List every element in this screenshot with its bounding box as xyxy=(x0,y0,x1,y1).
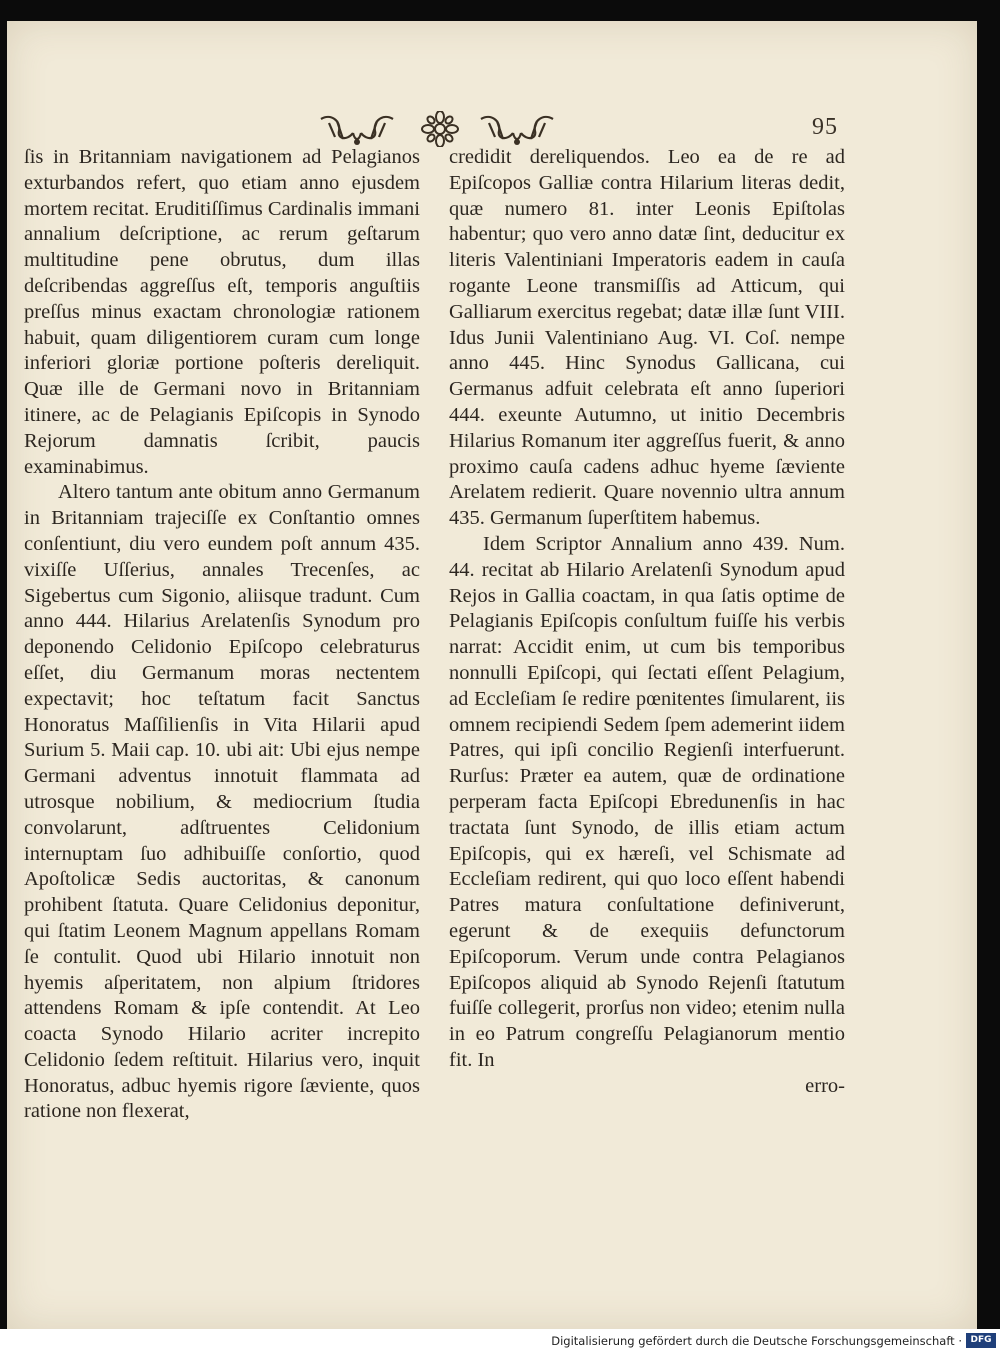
paragraph: ſis in Britanniam navigationem ad Pelagianos exturbandos refert, quo etiam anno ejusdem mortem recitat. Eruditiſſimus Cardinalis immani annalium deſcriptione, ac rerum geſtarum multitudine pene obrutus, dum illas deſcribendas aggreſſus eſt, temporis anguſtiis preſſus minus exactam chronologiæ rationem habuit, quam diligentiorem curam cum longe inferiori gloriæ portione poſteris dereliquit. Quæ ille de Germani novo in Britanniam itinere, ac de Pelagianis Epiſcopis in Synodo Rejorum damnatis ſcribit, paucis examinabimus. xyxy=(24,146,420,478)
digitization-footer xyxy=(0,1329,1000,1352)
catchword: erro- xyxy=(805,1074,845,1097)
paragraph: Idem Scriptor Annalium anno 439. Num. 44. recitat ab Hilario Arelatenſi Synodum apud Rejos in Gallia coactam, in qua ſatis optime de Pelagianis Epiſcopis conſultum fuiſſe his verbis narrat: Accidit enim, ut cum bis temporibus nonnulli Epiſcopi, qui ſectati eſſent Pelagium, ad Eccleſiam ſe redire pœnitentes ſimularent, iis omnem recipiendi Sedem ſpem ademerint iidem Patres, qui ipſi concilio Regienſi interfuerunt. Rurſus: Præter ea autem, quæ de ordinatione perperam facta Epiſcopi Ebredunenſis in hac tractata ſunt Synodo, de illis etiam actum Epiſcopis, qui ex hæreſi, vel Schismate ad Eccleſiam redirent, qui quo loco eſſent habendi Patres matura conſultatione definiverunt, egerunt & de exequiis defunctorum Epiſcoporum. Verum unde contra Pelagianos Epiſcopos aliquid ab Synodo Rejenſi ſtatutum fuiſſe collegerit, prorſus non video; etenim nulla in eo Patrum congreſſu Pelagianorum mentio fit. In xyxy=(449,532,845,1071)
right-column xyxy=(449,145,845,1099)
paragraph: Altero tantum ante obitum anno Germanum in Britanniam trajeciſſe ex Conſtantio omnes conſentiunt, diu vero eundem poſt annum 435. vixiſſe Uſſerius, annales Trecenſes, ac Sigebertus cum Sigonio, aliisque tradunt. Cum anno 444. Hilarius Arelatenſis Synodum pro deponendo Celidonio Epiſcopo celebraturus eſſet, diu Germanum moras nectentem expectavit; hoc teſtatum facit Sanctus Honoratus Maſſilienſis in Vita Hilarii apud Surium 5. Maii cap. 10. ubi ait: Ubi ejus nempe Germani adventus innotuit flammata ad utrosque nobilium, & mediocrium ſtudia convolarunt, adſtruentes Celidonium internuptam ſuo adhibuiſſe conſortio, quod Apoſtolicæ Sedis auctoritas, & canonum prohibent ſtatuta. Quare Celidonius deponitur, qui ſtatim Leonem Magnum appellans Romam ſe contulit. Quod ubi Hilario innotuit non hyemis aſperitatem, non alpium ſtridores attendens Romam & ipſe contendit. At Leo coacta Synodo Hilario acriter increpito Celidonio ſedem reſtituit. Hilarius vero, inquit Honoratus, adbuc hyemis rigore ſæviente, quos ratione non flexerat, xyxy=(24,481,420,1123)
book-page xyxy=(7,21,977,1329)
paragraph: credidit dereliquendos. Leo ea de re ad Epiſcopos Galliæ contra Hilarium literas dedit, quæ numero 81. inter Leonis Epiſtolas habentur; quo vero anno datæ ſint, deducitur ex literis Valentiniani Imperatoris eadem in cauſa rogante Leone transmiſſis ad Atticum, qui Galliarum exercitus regebat; datæ illæ ſunt VIII. Idus Junii Valentiniano Aug. VI. Coſ. nempe anno 445. Hinc Synodus Gallicana, cui Germanus adfuit celebrata eſt anno ſuperiori 444. exeunte Autumno, ut initio Decembris Hilarius Romanum iter aggreſſus fuerit, & anno proximo cauſa cadens adhuc hyeme ſæviente Arelatem redierit. Quare novennio ultra annum 435. Germanum ſuperſtitem habemus. xyxy=(449,146,845,530)
left-column xyxy=(24,145,420,1125)
headpiece-ornament-icon xyxy=(477,111,557,147)
rosette-ornament-icon xyxy=(420,111,460,147)
dfg-logo-icon: DFG xyxy=(966,1333,996,1348)
footer-credit-text: Digitalisierung gefördert durch die Deutsche Forschungsgemeinschaft · xyxy=(551,1334,962,1348)
headpiece-ornament-icon xyxy=(317,111,397,147)
page-number: 95 xyxy=(812,114,838,140)
